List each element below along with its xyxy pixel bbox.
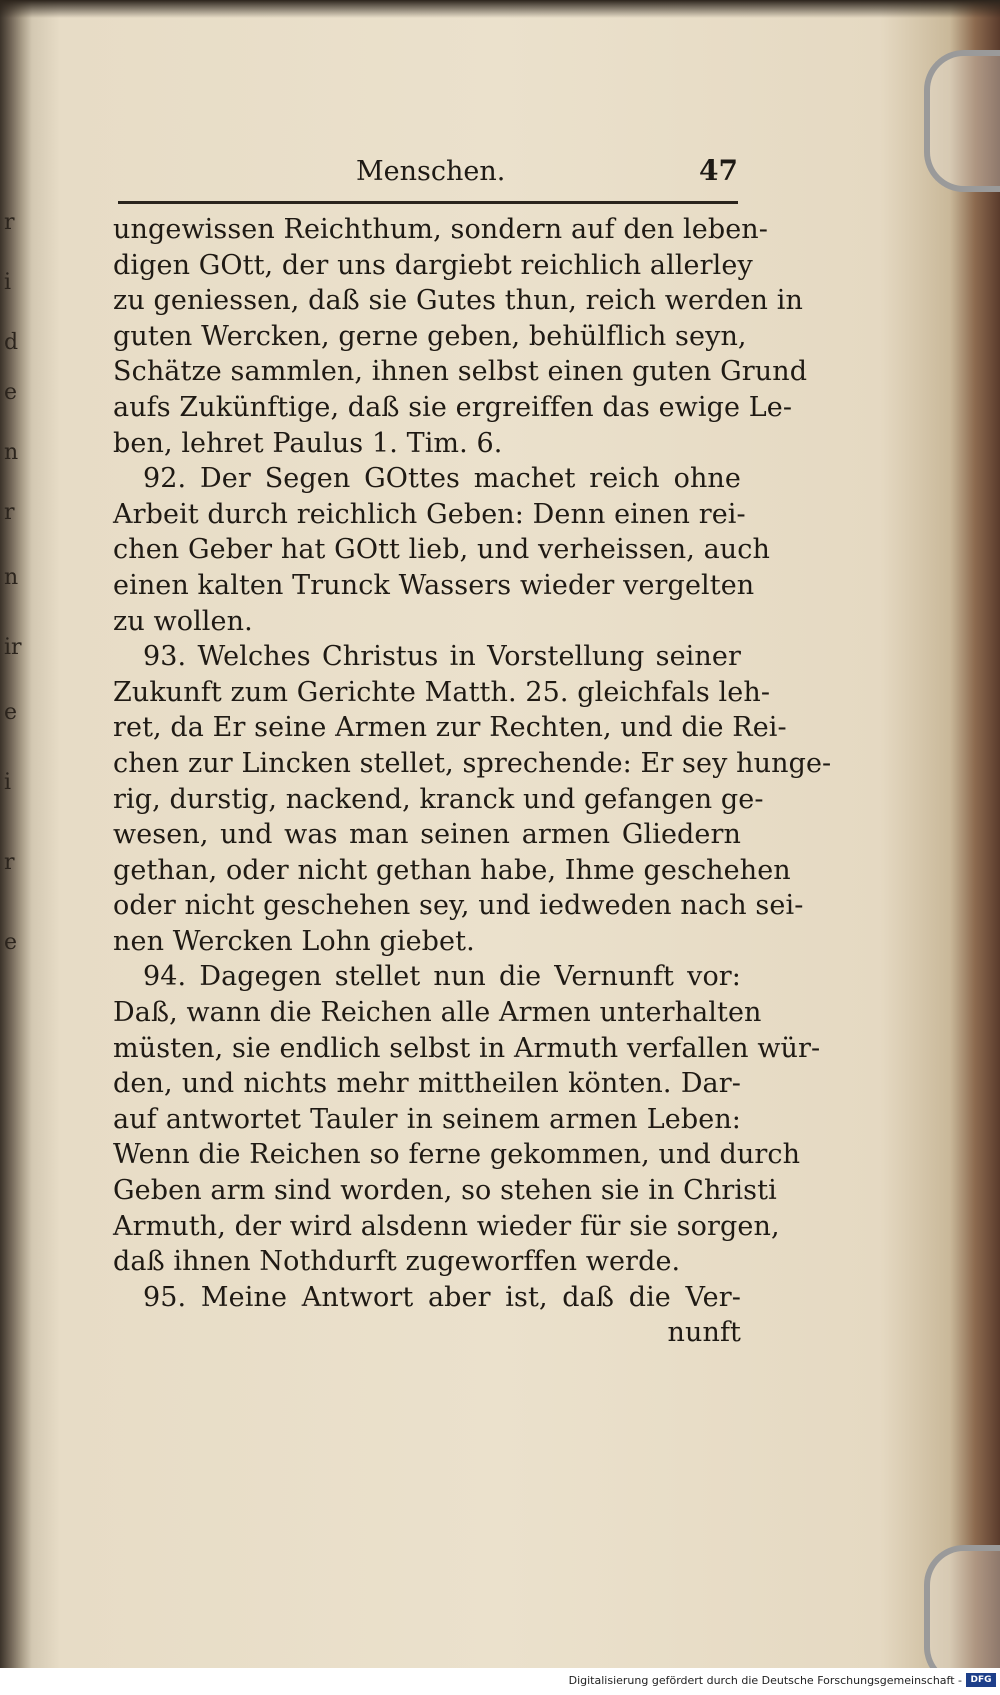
book-edge-top (0, 0, 1000, 18)
text-line: daß ihnen Nothdurft zugeworffen werde. (113, 1246, 681, 1278)
fragment: n (4, 565, 19, 590)
header-rule (118, 201, 738, 204)
text-line: zu geniessen, daß sie Gutes thun, reich werden in (113, 285, 803, 317)
text-line: zu wollen. (113, 605, 253, 637)
text-line: Schätze sammlen, ihnen selbst einen guten Grund (113, 356, 808, 388)
fragment: n (4, 440, 19, 465)
text-line: nen Wercken Lohn giebet. (113, 925, 475, 957)
fragment: r (4, 850, 15, 875)
funding-credit: Digitalisierung gefördert durch die Deutsche Forschungsgemeinschaft - (568, 1674, 962, 1687)
text-line: oder nicht geschehen sey, und iedweden nach sei- (113, 890, 804, 922)
text-line: chen zur Lincken stellet, sprechende: Er sey hunge- (113, 747, 832, 779)
fragment: e (4, 380, 18, 405)
paragraph-95-start: 95. Meine Antwort aber ist, daß die Ver- (143, 1281, 741, 1313)
catchword: nunft (667, 1317, 741, 1349)
left-page-edge-fragments (0, 170, 20, 990)
running-title: Menschen. (356, 156, 506, 187)
text-line: ret, da Er seine Armen zur Rechten, und die Rei- (113, 712, 787, 744)
fragment: d (4, 330, 19, 355)
text-line: Geben arm sind worden, so stehen sie in Christi (113, 1175, 777, 1207)
text-line: müsten, sie endlich selbst in Armuth verfallen wür- (113, 1032, 821, 1064)
fragment: i (4, 770, 12, 795)
text-line: Armuth, der wird alsdenn wieder für sie sorgen, (113, 1210, 780, 1242)
text-line: Daß, wann die Reichen alle Armen unterhalten (113, 997, 762, 1029)
fragment: r (4, 500, 15, 525)
text-line: aufs Zukünftige, daß sie ergreiffen das ewige Le- (113, 391, 793, 423)
text-line: rig, durstig, nackend, kranck und gefangen ge- (113, 783, 764, 815)
text-line: Zukunft zum Gerichte Matth. 25. gleichfals leh- (113, 676, 771, 708)
text-line: den, und nichts mehr mittheilen könten. Dar- (113, 1068, 741, 1100)
paragraph-93-start: 93. Welches Christus in Vorstellung seiner (143, 641, 741, 673)
paragraph-92-start: 92. Der Segen GOttes machet reich ohne (143, 463, 741, 495)
text-line: gethan, oder nicht gethan habe, Ihme geschehen (113, 854, 791, 886)
fragment: e (4, 700, 18, 725)
text-line: ungewissen Reichthum, sondern auf den leben- (113, 214, 769, 245)
fragment: i (4, 270, 12, 295)
page-number: 47 (699, 154, 738, 187)
fragment: ir (4, 635, 22, 660)
scanner-clip-bottom (924, 1545, 1000, 1687)
fragment: e (4, 930, 18, 955)
digitization-footer (0, 1668, 1000, 1695)
text-line: einen kalten Trunck Wassers wieder vergelten (113, 569, 755, 601)
body-text (113, 212, 832, 1351)
paragraph-94-start: 94. Dagegen stellet nun die Vernunft vor: (143, 961, 741, 993)
text-line: chen Geber hat GOtt lieb, und verheissen, auch (113, 534, 770, 566)
text-line: Wenn die Reichen so ferne gekommen, und durch (113, 1139, 801, 1171)
dfg-logo: DFG (966, 1673, 996, 1687)
text-line: wesen, und was man seinen armen Gliedern (113, 819, 741, 851)
fragment: r (4, 210, 15, 235)
text-line: Arbeit durch reichlich Geben: Denn einen rei- (113, 498, 746, 530)
running-head (118, 152, 738, 198)
text-line: ben, lehret Paulus 1. Tim. 6. (113, 427, 503, 459)
text-line: digen GOtt, der uns dargiebt reichlich allerley (113, 249, 753, 281)
scanner-clip-top (924, 50, 1000, 192)
text-line: auf antwortet Tauler in seinem armen Leben: (113, 1103, 741, 1135)
text-line: guten Wercken, gerne geben, behülflich seyn, (113, 320, 747, 352)
